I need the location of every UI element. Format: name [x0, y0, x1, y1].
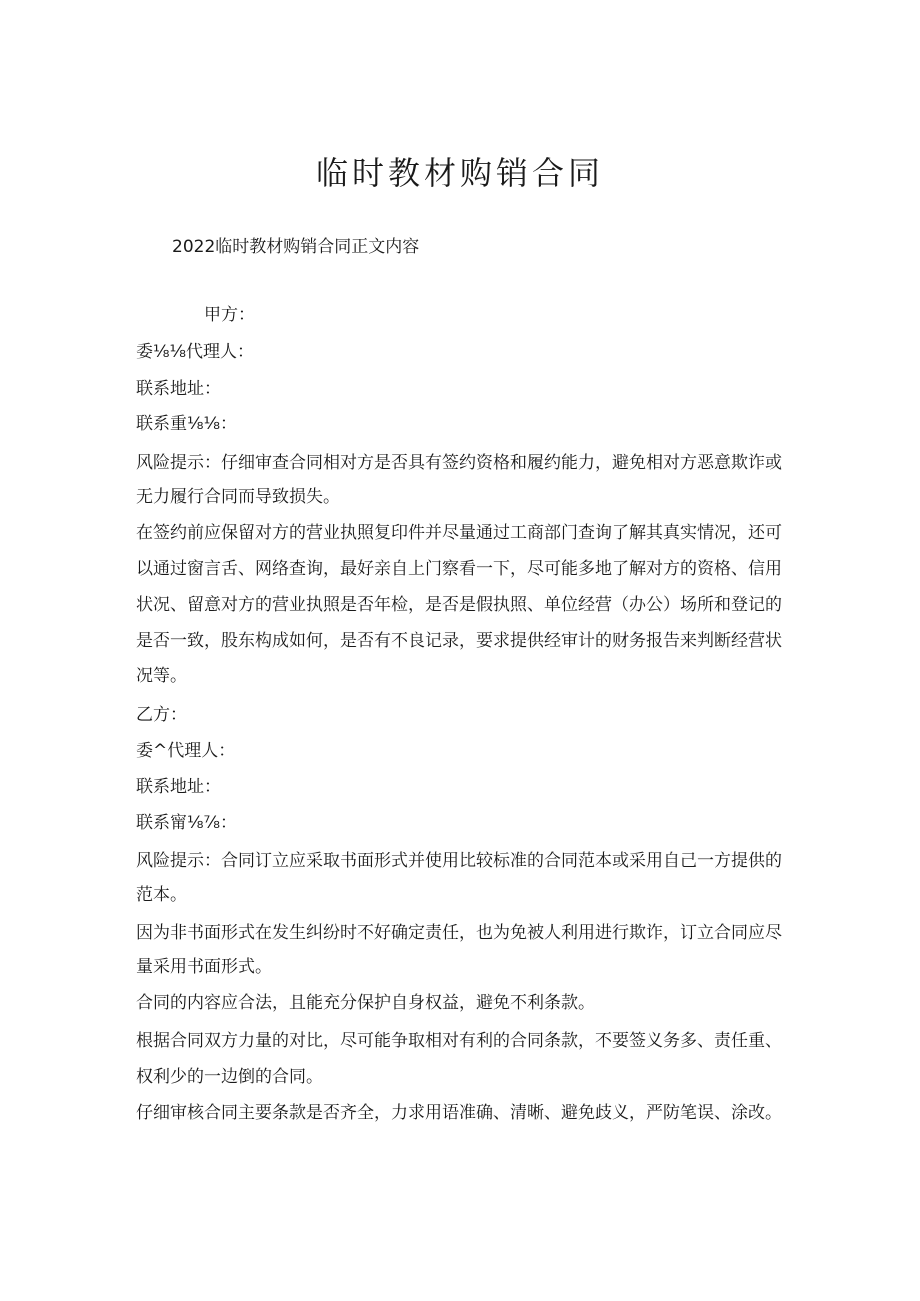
party-b-label: 乙方： — [136, 705, 187, 725]
party-a-address: 联系地址： — [136, 379, 221, 399]
paragraph-line: 况等。 — [136, 666, 187, 686]
party-a-phone: 联系重⅛⅛： — [136, 414, 237, 434]
document-subtitle: 2022临时教材购销合同正文内容 — [172, 237, 420, 257]
paragraph-line: 仔细审核合同主要条款是否齐全，力求用语准确、清晰、避免歧义，严防笔误、涂改。 — [136, 1103, 782, 1123]
party-b-phone: 联系甯⅛⅞： — [136, 813, 237, 833]
risk-note-b-line-1: 风险提示：合同订立应采取书面形式并使用比较标准的合同范本或采用自己一方提供的 — [136, 851, 782, 871]
party-b-address: 联系地址： — [136, 777, 221, 797]
document-title: 临时教材购销合同 — [315, 154, 604, 192]
risk-note-a-line-1: 风险提示：仔细审查合同相对方是否具有签约资格和履约能力，避免相对方恶意欺诈或 — [136, 453, 782, 473]
paragraph-line: 量采用书面形式。 — [136, 957, 272, 977]
paragraph-line: 根据合同双方力量的对比，尽可能争取相对有利的合同条款，不要签义务多、责任重、 — [136, 1031, 782, 1051]
party-b-agent: 委^代理人： — [136, 741, 236, 761]
paragraph-line: 以通过窗言舌、网络查询，最好亲自上门察看一下，尽可能多地了解对方的资格、信用 — [136, 559, 782, 579]
paragraph-line: 因为非书面形式在发生纠纷时不好确定责任，也为免被人利用进行欺诈，订立合同应尽 — [136, 923, 782, 943]
paragraph-line: 是否一致，股东构成如何，是否有不良记录，要求提供经审计的财务报告来判断经营状 — [136, 631, 782, 651]
paragraph-line: 合同的内容应合法，且能充分保护自身权益，避免不利条款。 — [136, 993, 595, 1013]
paragraph-line: 在签约前应保留对方的营业执照复印件并尽量通过工商部门查询了解其真实情况，还可 — [136, 523, 782, 543]
paragraph-line: 权利少的一边倒的合同。 — [136, 1067, 323, 1087]
party-a-label: 甲方： — [204, 305, 255, 325]
paragraph-line: 状况、留意对方的营业执照是否年检，是否是假执照、单位经营（办公）场所和登记的 — [136, 595, 782, 615]
risk-note-b-line-2: 范本。 — [136, 885, 187, 905]
risk-note-a-line-2: 无力履行合同而导致损失。 — [136, 487, 340, 507]
party-a-agent: 委⅛⅛代理人： — [136, 342, 254, 362]
